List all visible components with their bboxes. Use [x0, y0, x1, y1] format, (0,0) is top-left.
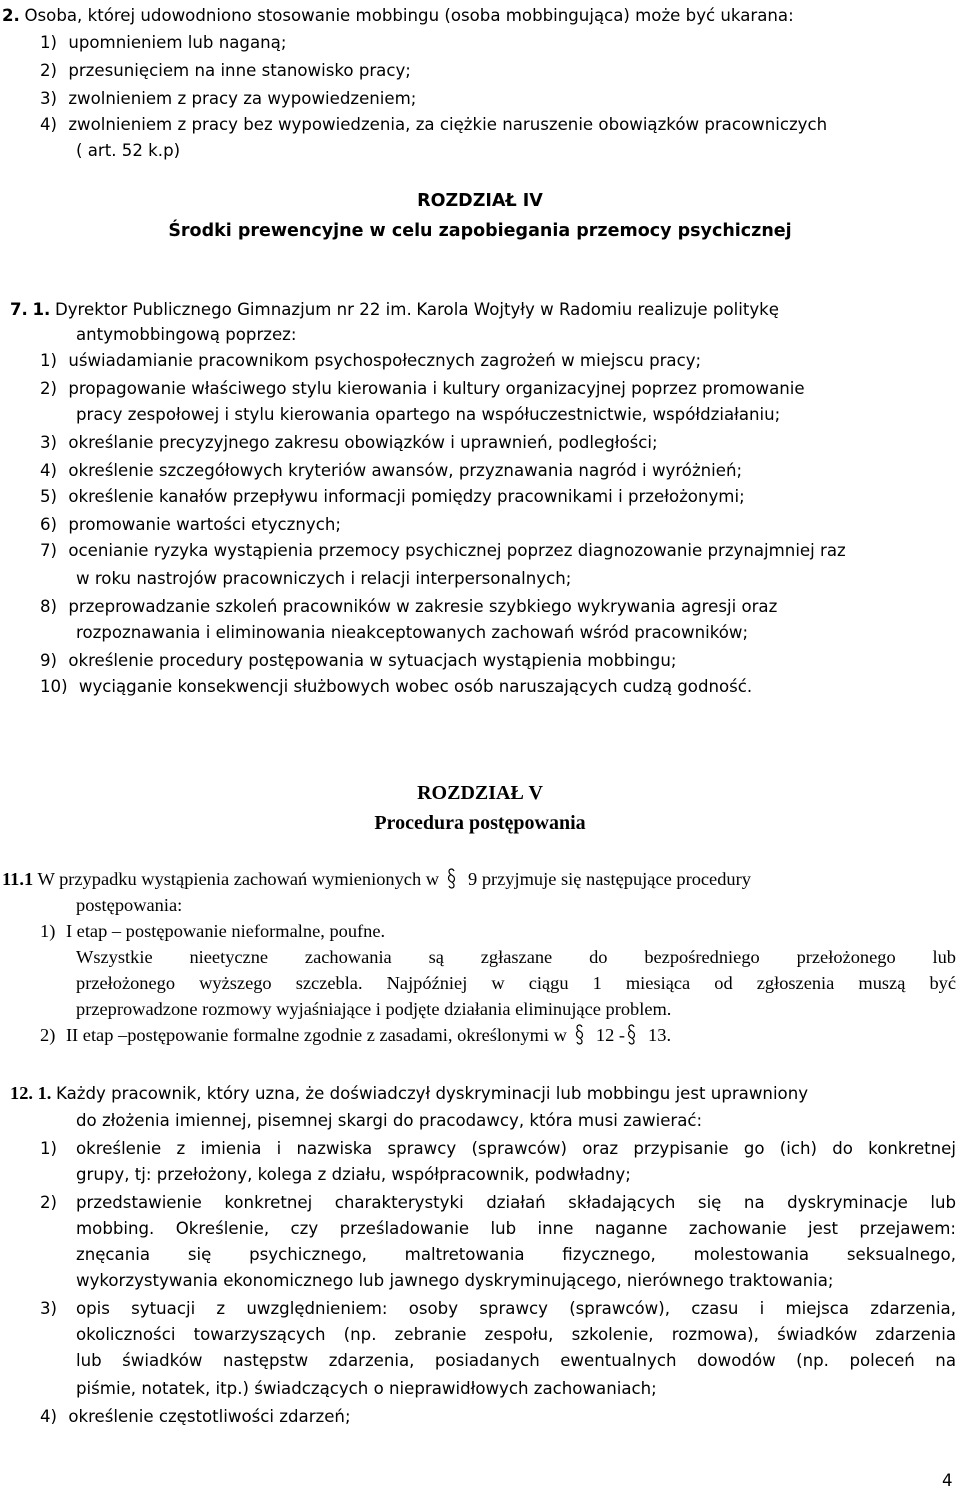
list-item: 2) [40, 1193, 58, 1212]
paragraph-sub-number: 1 [23, 869, 34, 889]
list-item-body: przeprowadzone rozmowy wyjaśniające i podjęte działania eliminujące problem. [76, 999, 672, 1019]
list-item: 3) określanie precyzyjnego zakresu obowiązków i uprawnień, podległości; [40, 433, 658, 452]
list-item: 2) propagowanie właściwego stylu kierowania i kultury organizacyjnej poprzez promowanie [40, 379, 805, 398]
section-sign-icon [627, 1024, 636, 1045]
list-item: 3) [40, 1299, 58, 1318]
list-item-continuation: w roku nastrojów pracowniczych i relacji interpersonalnych; [76, 569, 572, 588]
list-item: 1) upomnieniem lub naganą; [40, 33, 287, 52]
list-item: 9) określenie procedury postępowania w sytuacjach wystąpienia mobbingu; [40, 651, 677, 670]
list-item-continuation: pracy zespołowej i stylu kierowania opartego na współuczestnictwie, współdziałaniu; [76, 405, 781, 424]
list-item-text: przedstawienie konkretnej charakterystyki działań składających się na dyskryminacje lub [76, 1193, 956, 1212]
list-item-continuation: znęcania się psychicznego, maltretowania fizycznego, molestowania seksualnego, [76, 1245, 956, 1264]
paragraph-11-lead: 11.1 W przypadku wystąpienia zachowań wymienionych w 9 przyjmuje się następujące procedury [2, 869, 751, 889]
list-item-text: opis sytuacji z uwzględnieniem: osoby sprawcy (sprawców), czasu i miejsca zdarzenia, [76, 1299, 956, 1318]
list-item: 2) przesunięciem na inne stanowisko pracy; [40, 61, 411, 80]
section-sign-icon [447, 868, 456, 889]
list-item: 1) [40, 1139, 58, 1158]
list-item: 4) określenie szczegółowych kryteriów awansów, przyznawania nagród i wyróżnień; [40, 461, 743, 480]
list-item-continuation: rozpoznawania i eliminowania nieakceptowanych zachowań wśród pracowników; [76, 623, 749, 642]
list-item-continuation: grupy, tj: przełożony, kolega z działu, współpracownik, podwładny; [76, 1165, 631, 1184]
list-item-continuation: lub świadków następstw zdarzenia, posiadanych ewentualnych dowodów (np. poleceń na [76, 1351, 956, 1370]
chapter-4-title: Środki prewencyjne w celu zapobiegania przemocy psychicznej [168, 221, 792, 241]
page-number: 4 [942, 1471, 953, 1490]
list-item: 7) ocenianie ryzyka wystąpienia przemocy psychicznej poprzez diagnozowanie przynajmniej raz [40, 541, 846, 560]
section-2-intro [2, 2, 794, 30]
list-item: 5) określenie kanałów przepływu informacji pomiędzy pracownikami i przełożonymi; [40, 487, 745, 506]
list-item: 1) I etap – postępowanie nieformalne, poufne. [40, 921, 386, 941]
paragraph-7-lead: 7. 1. Dyrektor Publicznego Gimnazjum nr 22 im. Karola Wojtyły w Radomiu realizuje politykę [10, 300, 779, 319]
list-item: 2) II etap –postępowanie formalne zgodnie z zasadami, określonymi w 12 - 13. [40, 1025, 672, 1045]
paragraph-number: 12. [10, 1083, 33, 1103]
chapter-5-heading: ROZDZIAŁ V [417, 782, 543, 804]
section-sign-icon [575, 1024, 584, 1045]
list-item-continuation: wykorzystywania ekonomicznego lub jawnego dyskryminującego, nierównego traktowania; [76, 1271, 834, 1290]
paragraph-number: 11. [2, 869, 24, 889]
list-item-continuation: okoliczności towarzyszących (np. zebranie zespołu, szkolenie, rozmowa), świadków zdarzenia [76, 1325, 956, 1344]
section-2-intro-text: Osoba, której udowodniono stosowanie mobbingu (osoba mobbingująca) może być ukarana: [24, 6, 794, 25]
list-item: 1) uświadamianie pracownikom psychospołecznych zagrożeń w miejscu pracy; [40, 351, 702, 370]
list-item: 4) zwolnieniem z pracy bez wypowiedzenia, za ciężkie naruszenie obowiązków pracowniczych [40, 115, 828, 134]
list-item-continuation: mobbing. Określenie, czy prześladowanie lub inne naganne zachowanie jest przejawem: [76, 1219, 956, 1238]
list-item: 4) określenie częstotliwości zdarzeń; [40, 1407, 351, 1426]
list-item-continuation: piśmie, notatek, itp.) świadczących o nieprawidłowych zachowaniach; [76, 1379, 657, 1398]
list-item: 3) zwolnieniem z pracy za wypowiedzeniem; [40, 89, 417, 108]
paragraph-12-continuation: do złożenia imiennej, pisemnej skargi do pracodawcy, która musi zawierać: [76, 1111, 703, 1130]
chapter-5-title: Procedura postępowania [374, 812, 586, 834]
list-item: 6) promowanie wartości etycznych; [40, 515, 341, 534]
list-item-continuation: ( art. 52 k.p) [76, 141, 181, 160]
paragraph-sub-number: 1. [32, 300, 51, 319]
chapter-4-heading: ROZDZIAŁ IV [417, 191, 543, 211]
paragraph-sub-number: 1. [37, 1083, 52, 1103]
list-item: 8) przeprowadzanie szkoleń pracowników w zakresie szybkiego wykrywania agresji oraz [40, 597, 778, 616]
paragraph-12-lead: 12. 1. Każdy pracownik, który uzna, że doświadczył dyskryminacji lub mobbingu jest uprawniony [10, 1083, 809, 1103]
section-2-number: 2. [2, 6, 20, 25]
paragraph-7-continuation: antymobbingową poprzez: [76, 325, 297, 344]
paragraph-number: 7. [10, 300, 28, 319]
list-item-body: Wszystkie nieetyczne zachowania są zgłaszane do bezpośredniego przełożonego lub [76, 947, 956, 967]
list-item-text: określenie z imienia i nazwiska sprawcy (sprawców) oraz przypisanie go (ich) do konkretnej [76, 1139, 956, 1158]
list-item: 10) wyciąganie konsekwencji służbowych wobec osób naruszających cudzą godność. [40, 677, 753, 696]
list-item-body: przełożonego wyższego szczebla. Najpóźniej w ciągu 1 miesiąca od zgłoszenia muszą być [76, 973, 956, 993]
paragraph-11-continuation: postępowania: [76, 895, 183, 915]
